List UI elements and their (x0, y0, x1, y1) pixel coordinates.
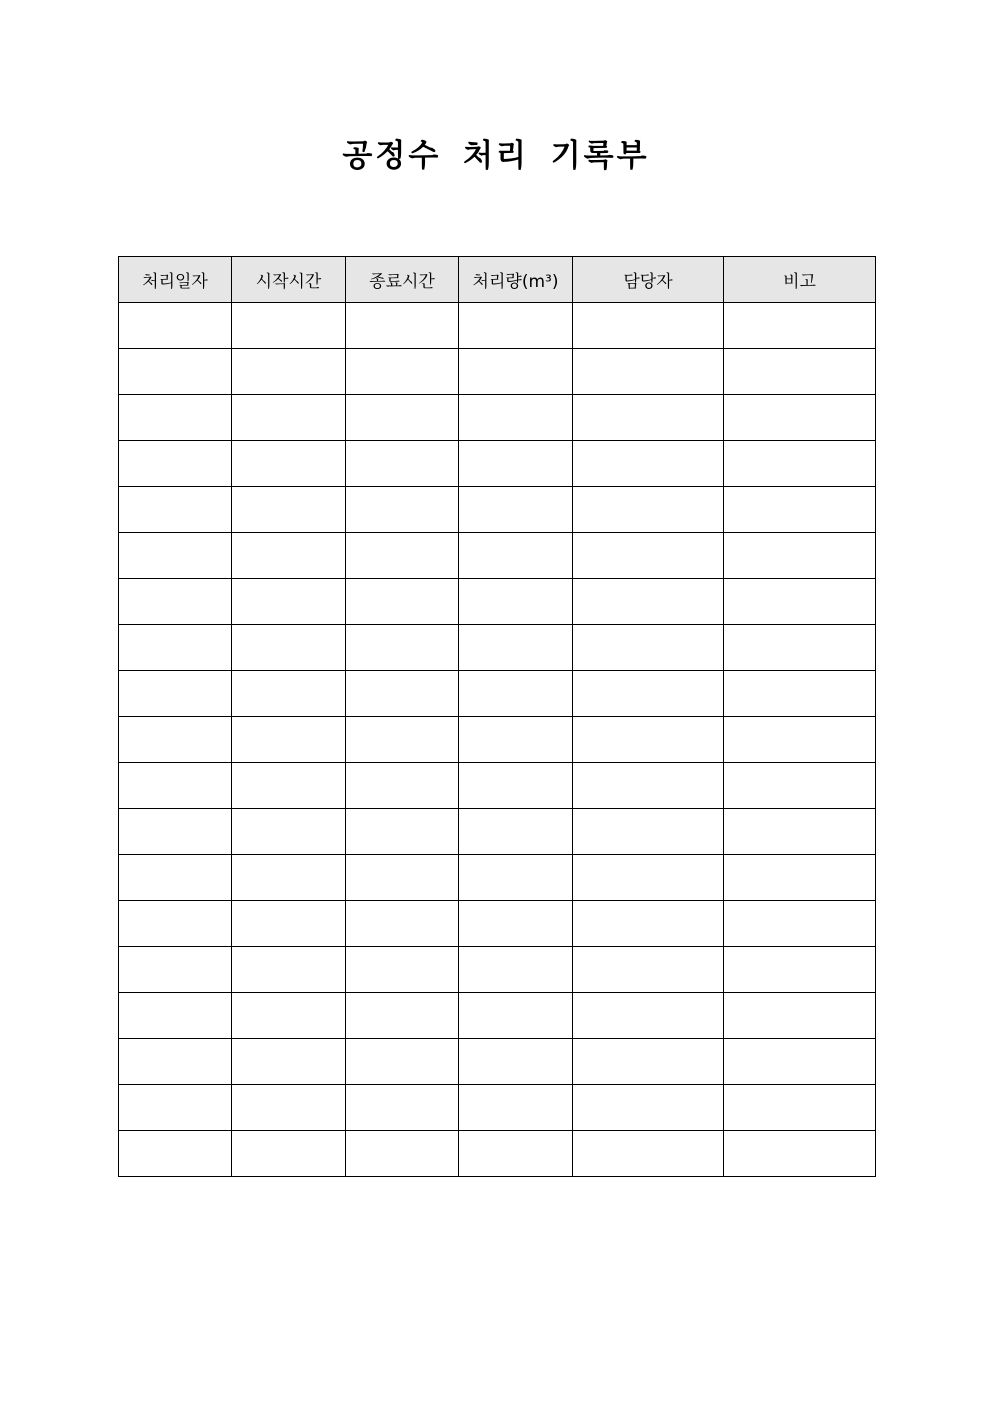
cell-processing-date[interactable] (119, 441, 232, 487)
header-end-time: 종료시간 (346, 257, 459, 303)
cell-processing-date[interactable] (119, 809, 232, 855)
cell-processing-volume[interactable] (459, 1039, 573, 1085)
cell-remarks[interactable] (724, 901, 876, 947)
cell-end-time[interactable] (346, 441, 459, 487)
cell-processing-date[interactable] (119, 625, 232, 671)
table-row (119, 533, 876, 579)
cell-person-in-charge[interactable] (573, 1039, 724, 1085)
table-row (119, 1131, 876, 1177)
cell-processing-volume[interactable] (459, 993, 573, 1039)
cell-remarks[interactable] (724, 717, 876, 763)
cell-remarks[interactable] (724, 993, 876, 1039)
log-body (119, 303, 876, 1177)
cell-remarks[interactable] (724, 487, 876, 533)
cell-end-time[interactable] (346, 901, 459, 947)
table-row (119, 349, 876, 395)
cell-end-time[interactable] (346, 1085, 459, 1131)
cell-processing-volume[interactable] (459, 441, 573, 487)
cell-start-time[interactable] (232, 717, 346, 763)
cell-remarks[interactable] (724, 625, 876, 671)
table-row (119, 625, 876, 671)
header-remarks: 비고 (724, 257, 876, 303)
cell-processing-date[interactable] (119, 487, 232, 533)
cell-start-time[interactable] (232, 993, 346, 1039)
cell-processing-date[interactable] (119, 671, 232, 717)
cell-start-time[interactable] (232, 671, 346, 717)
cell-start-time[interactable] (232, 1085, 346, 1131)
cell-remarks[interactable] (724, 579, 876, 625)
cell-start-time[interactable] (232, 1131, 346, 1177)
cell-processing-date[interactable] (119, 855, 232, 901)
cell-end-time[interactable] (346, 533, 459, 579)
cell-end-time[interactable] (346, 487, 459, 533)
cell-processing-date[interactable] (119, 901, 232, 947)
cell-processing-volume[interactable] (459, 763, 573, 809)
cell-processing-date[interactable] (119, 1085, 232, 1131)
cell-remarks[interactable] (724, 1085, 876, 1131)
cell-processing-volume[interactable] (459, 533, 573, 579)
cell-processing-volume[interactable] (459, 303, 573, 349)
table-row (119, 441, 876, 487)
cell-start-time[interactable] (232, 901, 346, 947)
cell-start-time[interactable] (232, 395, 346, 441)
cell-processing-date[interactable] (119, 1131, 232, 1177)
cell-start-time[interactable] (232, 579, 346, 625)
cell-processing-date[interactable] (119, 533, 232, 579)
cell-remarks[interactable] (724, 349, 876, 395)
cell-remarks[interactable] (724, 809, 876, 855)
cell-end-time[interactable] (346, 763, 459, 809)
header-row (119, 257, 876, 303)
cell-processing-date[interactable] (119, 763, 232, 809)
cell-start-time[interactable] (232, 855, 346, 901)
cell-end-time[interactable] (346, 809, 459, 855)
cell-person-in-charge[interactable] (573, 395, 724, 441)
cell-processing-volume[interactable] (459, 579, 573, 625)
table-row (119, 303, 876, 349)
table-row (119, 717, 876, 763)
cell-processing-volume[interactable] (459, 717, 573, 763)
cell-processing-volume[interactable] (459, 1085, 573, 1131)
cell-person-in-charge[interactable] (573, 625, 724, 671)
cell-processing-volume[interactable] (459, 349, 573, 395)
cell-processing-date[interactable] (119, 579, 232, 625)
cell-processing-volume[interactable] (459, 809, 573, 855)
cell-end-time[interactable] (346, 1131, 459, 1177)
cell-person-in-charge[interactable] (573, 671, 724, 717)
cell-end-time[interactable] (346, 1039, 459, 1085)
cell-remarks[interactable] (724, 303, 876, 349)
cell-remarks[interactable] (724, 441, 876, 487)
process-water-log-table (118, 256, 876, 1177)
table-row (119, 855, 876, 901)
cell-end-time[interactable] (346, 993, 459, 1039)
table-row (119, 763, 876, 809)
document-title: 공정수 처리 기록부 (342, 138, 650, 174)
cell-start-time[interactable] (232, 533, 346, 579)
cell-processing-volume[interactable] (459, 901, 573, 947)
cell-person-in-charge[interactable] (573, 441, 724, 487)
cell-processing-volume[interactable] (459, 625, 573, 671)
cell-processing-volume[interactable] (459, 947, 573, 993)
cell-start-time[interactable] (232, 303, 346, 349)
header-start-time: 시작시간 (232, 257, 346, 303)
cell-processing-date[interactable] (119, 717, 232, 763)
cell-end-time[interactable] (346, 395, 459, 441)
cell-person-in-charge[interactable] (573, 947, 724, 993)
cell-person-in-charge[interactable] (573, 993, 724, 1039)
cell-processing-date[interactable] (119, 993, 232, 1039)
cell-start-time[interactable] (232, 625, 346, 671)
table-row (119, 487, 876, 533)
cell-person-in-charge[interactable] (573, 487, 724, 533)
cell-processing-date[interactable] (119, 303, 232, 349)
table-row (119, 1085, 876, 1131)
table-row (119, 809, 876, 855)
cell-processing-date[interactable] (119, 395, 232, 441)
table-row (119, 395, 876, 441)
cell-end-time[interactable] (346, 303, 459, 349)
table-row (119, 671, 876, 717)
cell-remarks[interactable] (724, 533, 876, 579)
table-row (119, 947, 876, 993)
cell-remarks[interactable] (724, 395, 876, 441)
cell-person-in-charge[interactable] (573, 809, 724, 855)
cell-person-in-charge[interactable] (573, 579, 724, 625)
cell-end-time[interactable] (346, 855, 459, 901)
cell-start-time[interactable] (232, 809, 346, 855)
cell-start-time[interactable] (232, 349, 346, 395)
cell-person-in-charge[interactable] (573, 1085, 724, 1131)
cell-start-time[interactable] (232, 487, 346, 533)
cell-person-in-charge[interactable] (573, 533, 724, 579)
cell-remarks[interactable] (724, 1039, 876, 1085)
header-person-in-charge: 담당자 (573, 257, 724, 303)
table-row (119, 1039, 876, 1085)
cell-end-time[interactable] (346, 947, 459, 993)
cell-person-in-charge[interactable] (573, 717, 724, 763)
cell-start-time[interactable] (232, 947, 346, 993)
cell-remarks[interactable] (724, 763, 876, 809)
cell-processing-volume[interactable] (459, 855, 573, 901)
cell-person-in-charge[interactable] (573, 349, 724, 395)
cell-processing-volume[interactable] (459, 487, 573, 533)
cell-remarks[interactable] (724, 855, 876, 901)
header-processing-date: 처리일자 (119, 257, 232, 303)
cell-end-time[interactable] (346, 579, 459, 625)
cell-end-time[interactable] (346, 671, 459, 717)
table-row (119, 993, 876, 1039)
cell-processing-date[interactable] (119, 1039, 232, 1085)
cell-person-in-charge[interactable] (573, 855, 724, 901)
cell-end-time[interactable] (346, 717, 459, 763)
header-processing-volume: 처리량(m³) (459, 257, 573, 303)
cell-start-time[interactable] (232, 1039, 346, 1085)
cell-person-in-charge[interactable] (573, 303, 724, 349)
cell-start-time[interactable] (232, 763, 346, 809)
cell-processing-volume[interactable] (459, 1131, 573, 1177)
table-row (119, 901, 876, 947)
cell-processing-volume[interactable] (459, 395, 573, 441)
cell-processing-volume[interactable] (459, 671, 573, 717)
cell-person-in-charge[interactable] (573, 763, 724, 809)
cell-end-time[interactable] (346, 349, 459, 395)
cell-end-time[interactable] (346, 625, 459, 671)
cell-person-in-charge[interactable] (573, 901, 724, 947)
cell-person-in-charge[interactable] (573, 1131, 724, 1177)
cell-remarks[interactable] (724, 947, 876, 993)
cell-processing-date[interactable] (119, 947, 232, 993)
cell-remarks[interactable] (724, 1131, 876, 1177)
cell-processing-date[interactable] (119, 349, 232, 395)
table-row (119, 579, 876, 625)
cell-start-time[interactable] (232, 441, 346, 487)
cell-remarks[interactable] (724, 671, 876, 717)
